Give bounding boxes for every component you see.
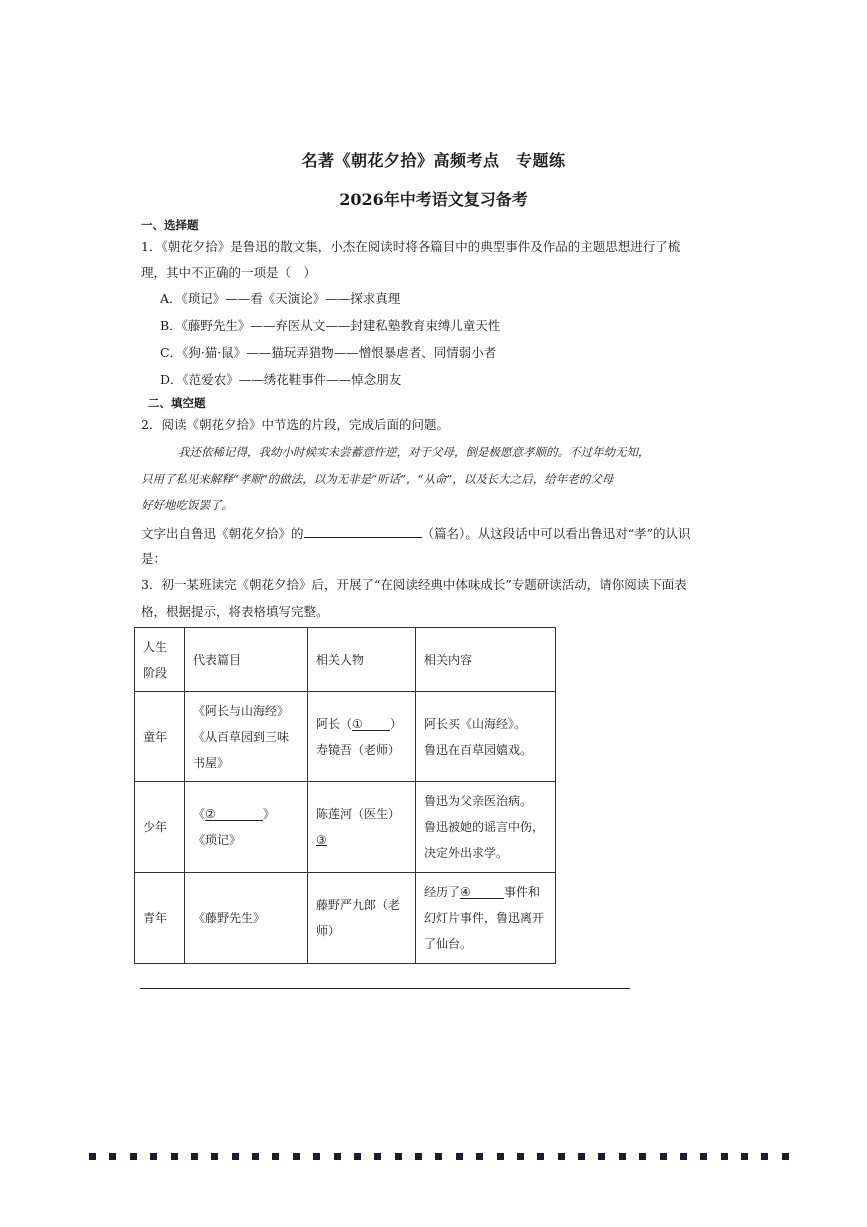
- content-cell: [416, 782, 556, 873]
- stage-cell: 少年: [135, 782, 185, 873]
- footer-dot: [252, 1153, 259, 1160]
- works-text: 》: [263, 807, 276, 821]
- question-3-line-2: 格，根据提示，将表格填写完整。: [141, 604, 329, 619]
- blank-marker: ①: [352, 716, 363, 731]
- people-line: 寿镜吾（老师）: [316, 742, 401, 757]
- answer-line: [140, 988, 630, 989]
- people-text: 阿长（: [316, 716, 353, 731]
- content-line: 鲁迅在百草园嬉戏。: [424, 742, 533, 757]
- footer-dot: [191, 1153, 198, 1160]
- footer-dot: [721, 1153, 728, 1160]
- footer-dot: [537, 1153, 544, 1160]
- excerpt-line-2: 只用了私见来解释“孝顺”的做法，以为无非是“听话”，“从命”，以及长大之后，给年老的父母: [141, 472, 614, 486]
- content-line: 阿长买《山海经》。: [424, 716, 527, 731]
- reading-table: [134, 627, 556, 964]
- answer-blank-4[interactable]: [460, 886, 504, 899]
- option-b: B．《藤野先生》——弃医从文——封建私塾教育束缚儿童天性: [160, 318, 501, 333]
- header-stage-line-1: 人生: [143, 639, 168, 654]
- blank-marker: ②: [205, 807, 216, 821]
- page-title: 名著《朝花夕拾》高频考点 专题练: [301, 151, 566, 170]
- content-text: 事件和: [504, 885, 541, 899]
- footer-dot: [558, 1153, 565, 1160]
- page-subtitle: 2026年中考语文复习备考: [339, 190, 528, 209]
- works-line: [193, 801, 299, 827]
- section-heading-choice: 一、选择题: [141, 218, 199, 232]
- answer-blank-title[interactable]: [304, 525, 422, 538]
- header-stage: [135, 628, 185, 692]
- answer-blank-2[interactable]: [205, 808, 263, 821]
- question-2-ask-tail: （篇名）。从这段话中可以看出鲁迅对“孝”的认识: [421, 526, 691, 541]
- excerpt-line-1: 我还依稀记得，我幼小时候实未尝蓄意忤逆，对于父母，倒是极愿意孝顺的。不过年幼无知，: [178, 445, 650, 459]
- content-line: 决定外出求学。: [424, 846, 509, 860]
- footer-dot: [619, 1153, 626, 1160]
- question-1-line-1: 1．《朝花夕拾》是鲁迅的散文集，小杰在阅读时将各篇目中的典型事件及作品的主题思想进行了梳: [141, 239, 681, 254]
- footer-dot: [456, 1153, 463, 1160]
- people-line: 藤野严九郎（老: [316, 898, 401, 912]
- question-3-line-1: 3．初一某班读完《朝花夕拾》后，开展了“在阅读经典中体味成长”专题研读活动，请你阅读下面表: [141, 577, 687, 592]
- content-line: 鲁迅为父亲医治病。: [424, 794, 533, 808]
- footer-dot: [660, 1153, 667, 1160]
- excerpt-line-3: 好好地吃饭罢了。: [141, 498, 233, 512]
- footer-dot: [497, 1153, 504, 1160]
- works-text: 《: [193, 807, 206, 821]
- section-heading-fill: 二、填空题: [148, 396, 206, 410]
- header-people: 相关人物: [308, 628, 416, 692]
- option-c: C．《狗·猫·鼠》——猫玩弄猎物——憎恨暴虐者、同情弱小者: [160, 345, 497, 360]
- content-line: 鲁迅被她的谣言中伤，: [424, 820, 545, 834]
- blank-marker: ④: [460, 885, 471, 899]
- content-cell: [416, 873, 556, 964]
- content-text: 经历了: [424, 885, 461, 899]
- works-line: 《阿长与山海经》: [193, 703, 290, 718]
- question-1-line-2: 理，其中不正确的一项是（ ）: [141, 265, 317, 280]
- content-line: 幻灯片事件，鲁迅离开: [424, 911, 545, 925]
- content-cell: [416, 692, 556, 782]
- header-works: 代表篇目: [185, 628, 308, 692]
- option-d: D．《范爱农》——绣花鞋事件——悼念朋友: [160, 372, 402, 387]
- people-line: 师）: [316, 924, 341, 938]
- people-text: ）: [390, 716, 403, 731]
- people-cell: [308, 782, 416, 873]
- works-cell: [185, 782, 308, 873]
- content-line: 了仙台。: [424, 937, 473, 951]
- works-line: 书屋》: [193, 755, 230, 770]
- footer-dot: [476, 1153, 483, 1160]
- question-2-line-1: 2．阅读《朝花夕拾》中节选的片段，完成后面的问题。: [141, 417, 449, 432]
- stage-cell: 童年: [135, 692, 185, 782]
- question-2-ask: [141, 525, 691, 542]
- works-cell: 《藤野先生》: [185, 873, 308, 964]
- footer-dot: [89, 1153, 96, 1160]
- footer-dot: [374, 1153, 381, 1160]
- footer-dot: [578, 1153, 585, 1160]
- footer-dot: [700, 1153, 707, 1160]
- footer-dot: [639, 1153, 646, 1160]
- footer-dot: [109, 1153, 116, 1160]
- answer-blank-1[interactable]: [352, 718, 390, 731]
- footer-dot: [272, 1153, 279, 1160]
- header-content: 相关内容: [416, 628, 556, 692]
- option-a: A．《琐记》——看《天演论》——探求真理: [160, 291, 401, 306]
- footer-dot: [395, 1153, 402, 1160]
- footer-dot: [171, 1153, 178, 1160]
- question-2-ask-lead: 文字出自鲁迅《朝花夕拾》的: [141, 526, 304, 541]
- footer-dot: [130, 1153, 137, 1160]
- answer-blank-3[interactable]: ③: [316, 833, 327, 847]
- works-cell: [185, 692, 308, 782]
- header-stage-line-2: 阶段: [143, 665, 168, 680]
- footer-dot: [598, 1153, 605, 1160]
- footer-dot: [517, 1153, 524, 1160]
- footer-dot: [741, 1153, 748, 1160]
- table-row: [135, 873, 556, 964]
- stage-cell: 青年: [135, 873, 185, 964]
- people-line: [316, 711, 407, 737]
- footer-dot: [211, 1153, 218, 1160]
- people-cell: [308, 873, 416, 964]
- people-line: [316, 827, 407, 853]
- people-cell: [308, 692, 416, 782]
- table-row: [135, 782, 556, 873]
- footer-dot: [415, 1153, 422, 1160]
- footer-dot: [293, 1153, 300, 1160]
- footer-dotted-border: [89, 1153, 789, 1161]
- content-line: [424, 879, 547, 905]
- footer-dot: [782, 1153, 789, 1160]
- footer-dot: [680, 1153, 687, 1160]
- footer-dot: [313, 1153, 320, 1160]
- footer-dot: [354, 1153, 361, 1160]
- question-2-ask-end: 是：: [141, 551, 167, 566]
- footer-dot: [435, 1153, 442, 1160]
- table-row: [135, 692, 556, 782]
- footer-dot: [334, 1153, 341, 1160]
- footer-dot: [761, 1153, 768, 1160]
- table-header-row: [135, 628, 556, 692]
- footer-dot: [150, 1153, 157, 1160]
- footer-dot: [232, 1153, 239, 1160]
- works-line: 《从百草园到三味: [193, 729, 290, 744]
- works-line: 《琐记》: [193, 833, 242, 847]
- people-line: 陈莲河（医生）: [316, 807, 401, 821]
